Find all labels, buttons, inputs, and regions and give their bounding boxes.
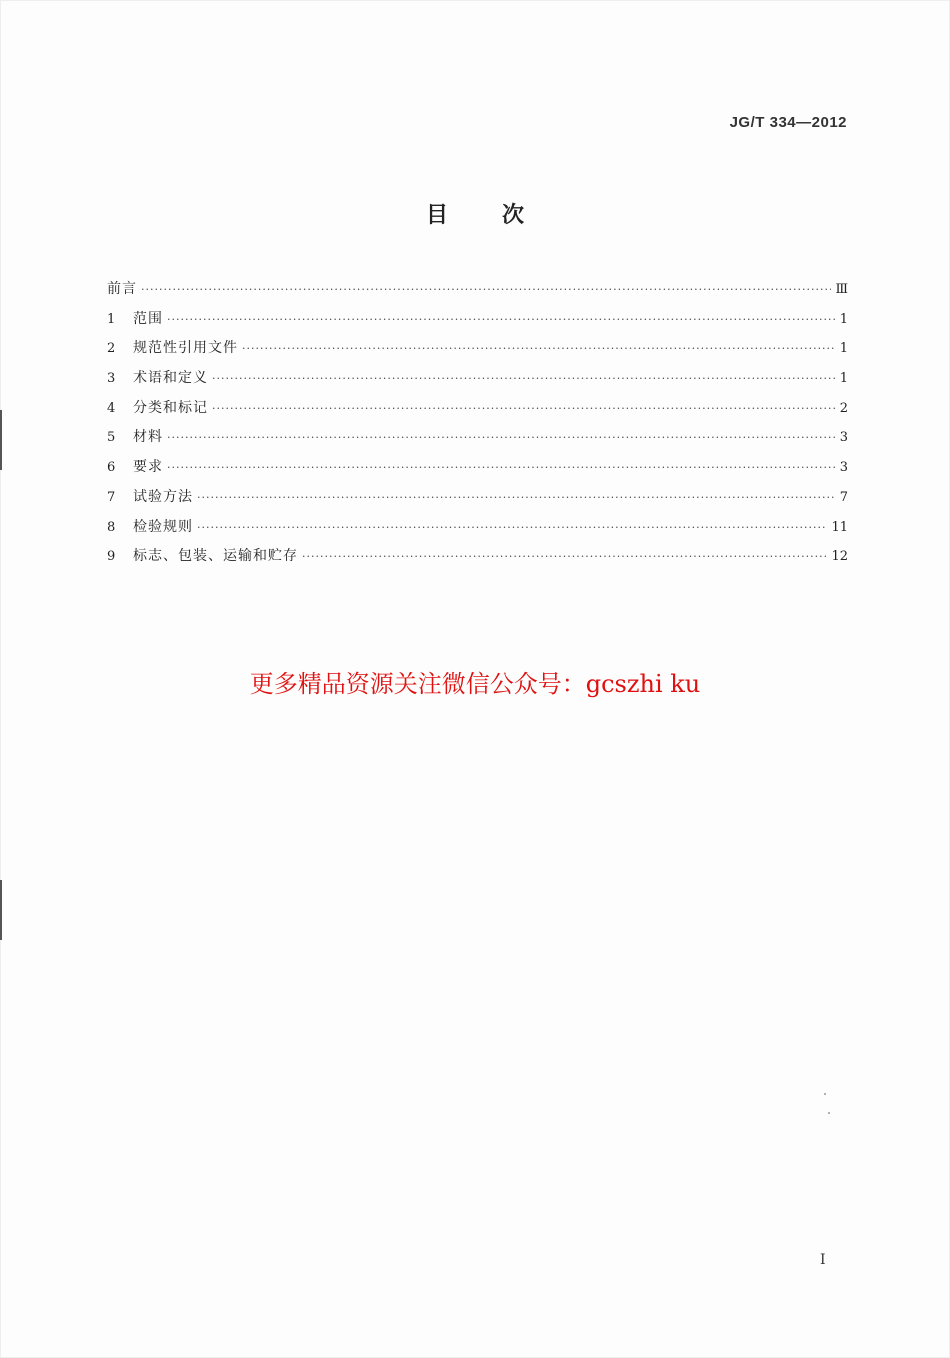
toc-entry-page: 1 [839, 311, 848, 327]
toc-entry-number: 3 [107, 371, 116, 387]
toc-entry-number: 5 [107, 430, 116, 446]
page-number: I [820, 1252, 826, 1268]
scan-edge-mark [0, 880, 2, 940]
toc-entry-1[interactable] [107, 308, 848, 338]
toc-entry-5[interactable] [107, 426, 848, 456]
toc-entry-4[interactable] [107, 397, 848, 427]
toc-entry-7[interactable] [107, 486, 848, 516]
toc-entry-page: 12 [831, 549, 848, 565]
toc-entry-label: 分类和标记 [133, 399, 208, 416]
toc-entry-number: 6 [107, 460, 116, 476]
toc-entry-number: 2 [107, 341, 116, 357]
toc-entry-8[interactable] [107, 516, 848, 546]
toc-entry-page: Ⅲ [835, 282, 848, 297]
table-of-contents [107, 278, 848, 575]
toc-entry-label: 要求 [133, 459, 163, 476]
toc-entry-preface[interactable] [107, 278, 848, 308]
toc-entry-6[interactable] [107, 456, 848, 486]
scan-edge-mark [0, 410, 2, 470]
toc-entry-number: 4 [107, 400, 116, 416]
toc-entry-label: 材料 [133, 429, 163, 446]
toc-leader-dots [141, 283, 831, 296]
toc-entry-label: 范围 [133, 310, 163, 327]
toc-entry-number: 1 [107, 311, 116, 327]
toc-leader-dots [302, 550, 827, 563]
promo-watermark-text: 更多精品资源关注微信公众号：gcszhi ku [249, 670, 701, 698]
toc-leader-dots [167, 461, 836, 474]
scan-speck [828, 1112, 830, 1114]
scan-speck [824, 1093, 826, 1095]
toc-leader-dots [242, 342, 836, 355]
toc-entry-number: 7 [107, 489, 116, 505]
toc-entry-3[interactable] [107, 367, 848, 397]
toc-entry-2[interactable] [107, 337, 848, 367]
toc-entry-label: 标志、包装、运输和贮存 [133, 548, 298, 565]
toc-entry-label: 术语和定义 [133, 370, 208, 387]
toc-leader-dots [212, 372, 836, 385]
toc-leader-dots [197, 521, 827, 534]
toc-entry-number: 9 [107, 549, 116, 565]
toc-entry-page: 3 [839, 430, 848, 446]
toc-leader-dots [212, 402, 836, 415]
toc-leader-dots [167, 431, 836, 444]
toc-entry-page: 2 [839, 400, 848, 416]
toc-entry-page: 11 [831, 519, 848, 535]
toc-title [0, 198, 950, 229]
toc-entry-number: 8 [107, 519, 116, 535]
toc-entry-page: 3 [839, 460, 848, 476]
toc-leader-dots [167, 313, 836, 326]
toc-entry-page: 7 [839, 489, 848, 505]
toc-entry-label: 前言 [107, 281, 137, 297]
toc-title-part1: 目 [425, 203, 448, 228]
standard-code: JG/T 334—2012 [729, 114, 847, 131]
toc-leader-dots [197, 491, 836, 504]
toc-entry-page: 1 [839, 371, 848, 387]
toc-entry-page: 1 [839, 341, 848, 357]
toc-entry-9[interactable] [107, 545, 848, 575]
toc-entry-label: 检验规则 [133, 518, 193, 535]
toc-entry-label: 试验方法 [133, 488, 193, 505]
toc-entry-label: 规范性引用文件 [133, 340, 238, 357]
toc-title-part2: 次 [502, 203, 525, 228]
